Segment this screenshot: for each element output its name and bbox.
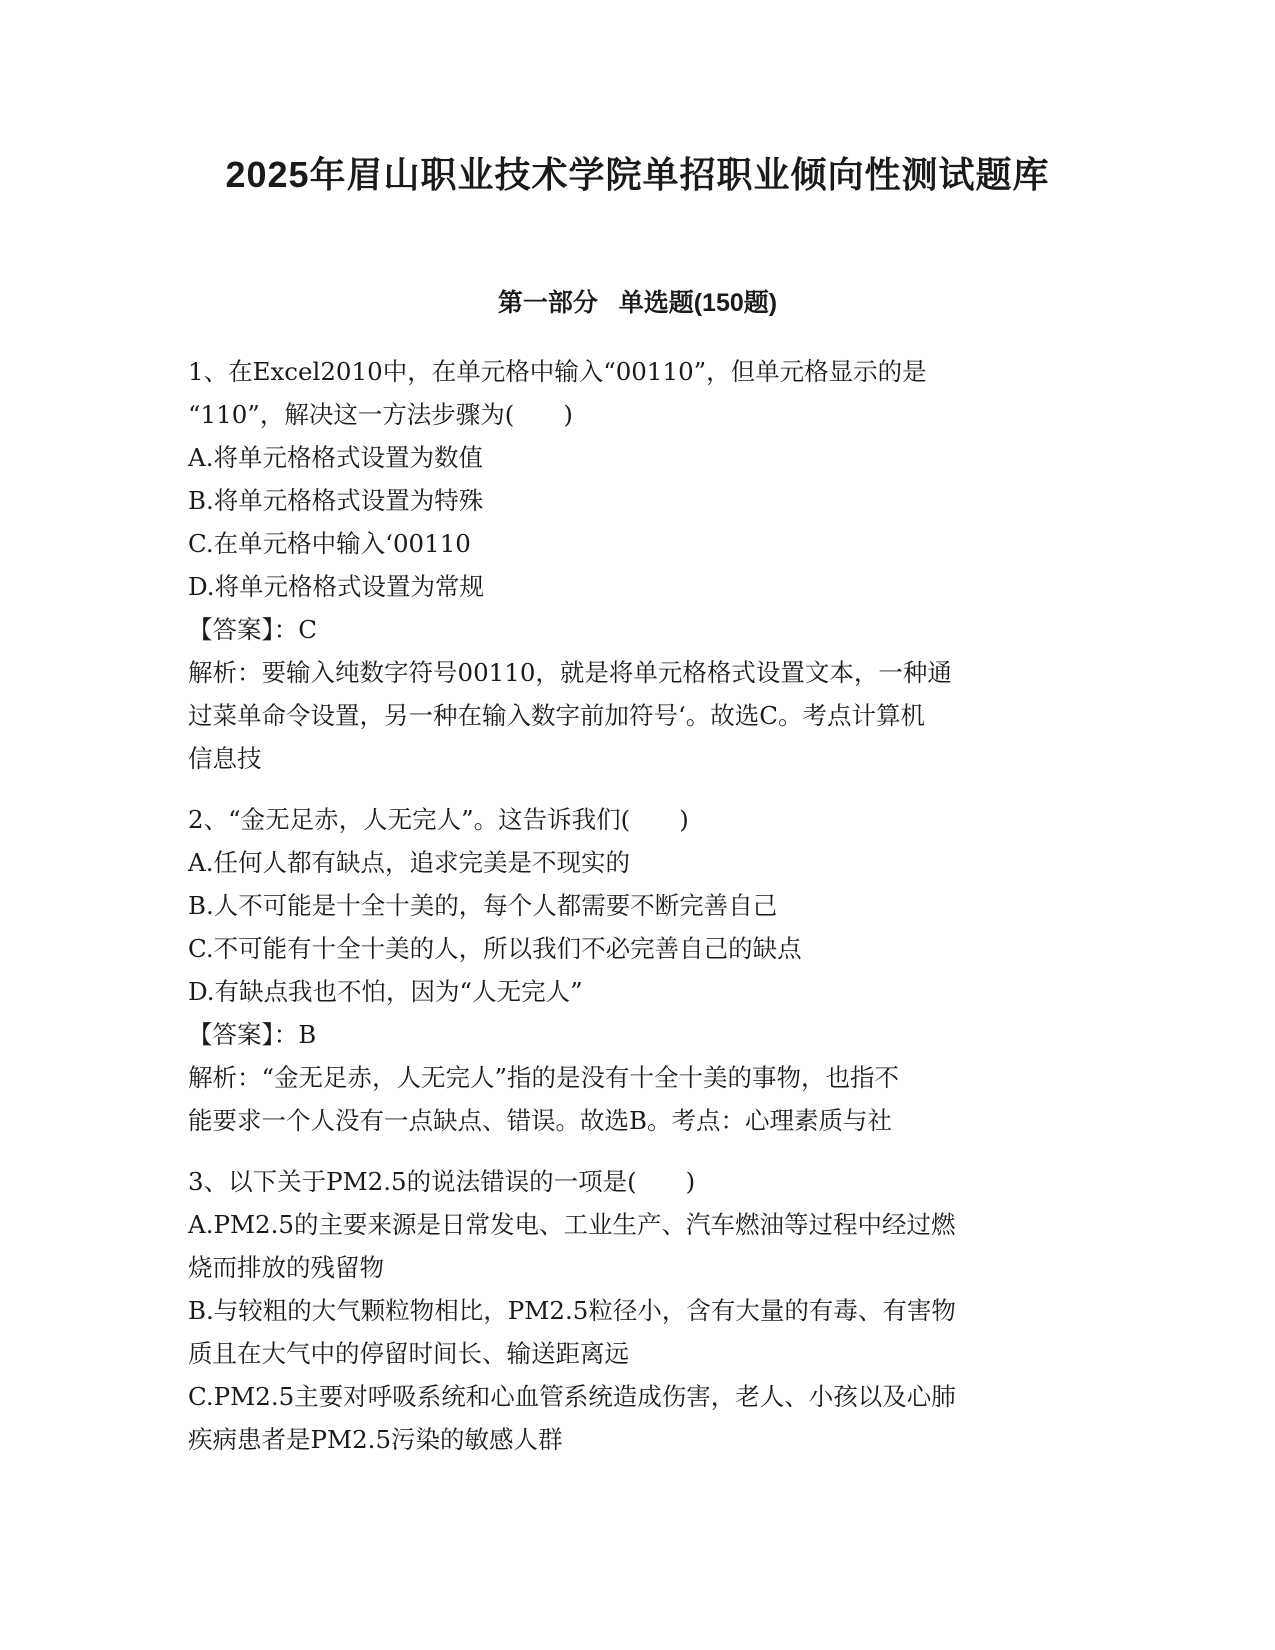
- question-option: C.不可能有十全十美的人，所以我们不必完善自己的缺点: [188, 934, 802, 963]
- question-option: A.任何人都有缺点，追求完美是不现实的: [188, 848, 630, 877]
- question-option: D.将单元格格式设置为常规: [188, 572, 485, 601]
- question-option: A.PM2.5的主要来源是日常发电、工业生产、汽车燃油等过程中经过燃: [188, 1210, 956, 1239]
- question-block: [188, 1160, 1088, 1461]
- question-list: [188, 350, 1088, 1461]
- question-option: 疾病患者是PM2.5污染的敏感人群: [188, 1425, 563, 1454]
- question-block: [188, 798, 1088, 1142]
- question-option: B.将单元格格式设置为特殊: [188, 486, 484, 515]
- analysis-text: 信息技: [188, 744, 262, 773]
- question-stem: 3、以下关于PM2.5的说法错误的一项是( ): [188, 1167, 696, 1196]
- question-stem: 2、“金无足赤，人无完人”。这告诉我们( ): [188, 805, 689, 834]
- analysis-text: 能要求一个人没有一点缺点、错误。故选B。考点：心理素质与社: [188, 1106, 893, 1135]
- document-title: 2025年眉山职业技术学院单招职业倾向性测试题库: [225, 154, 1050, 195]
- question-option: A.将单元格格式设置为数值: [188, 443, 483, 472]
- section-title: 第一部分 单选题(150题): [497, 289, 778, 317]
- analysis-text: 解析：“金无足赤，人无完人”指的是没有十全十美的事物，也指不: [188, 1063, 900, 1092]
- question-option: 烧而排放的残留物: [188, 1253, 384, 1282]
- question-stem: “110”，解决这一方法步骤为( ): [188, 400, 573, 429]
- question-option: B.与较粗的大气颗粒物相比，PM2.5粒径小，含有大量的有毒、有害物: [188, 1296, 956, 1325]
- question-option: C.在单元格中输入‘00110: [188, 529, 471, 558]
- answer-label: 【答案】：C: [188, 615, 317, 644]
- question-option: C.PM2.5主要对呼吸系统和心血管系统造成伤害，老人、小孩以及心肺: [188, 1382, 956, 1411]
- question-spacer: [188, 780, 1088, 798]
- answer-label: 【答案】：B: [188, 1020, 317, 1049]
- question-block: [188, 350, 1088, 780]
- analysis-text: 过菜单命令设置，另一种在输入数字前加符号‘。故选C。考点计算机: [188, 701, 926, 730]
- analysis-text: 解析：要输入纯数字符号00110，就是将单元格格式设置文本，一种通: [188, 658, 952, 687]
- question-spacer: [188, 1142, 1088, 1160]
- question-option: D.有缺点我也不怕，因为“人无完人”: [188, 977, 583, 1006]
- question-option: B.人不可能是十全十美的，每个人都需要不断完善自己: [188, 891, 778, 920]
- question-option: 质且在大气中的停留时间长、输送距离远: [188, 1339, 629, 1368]
- question-stem: 1、在Excel2010中，在单元格中输入“00110”，但单元格显示的是: [188, 357, 927, 386]
